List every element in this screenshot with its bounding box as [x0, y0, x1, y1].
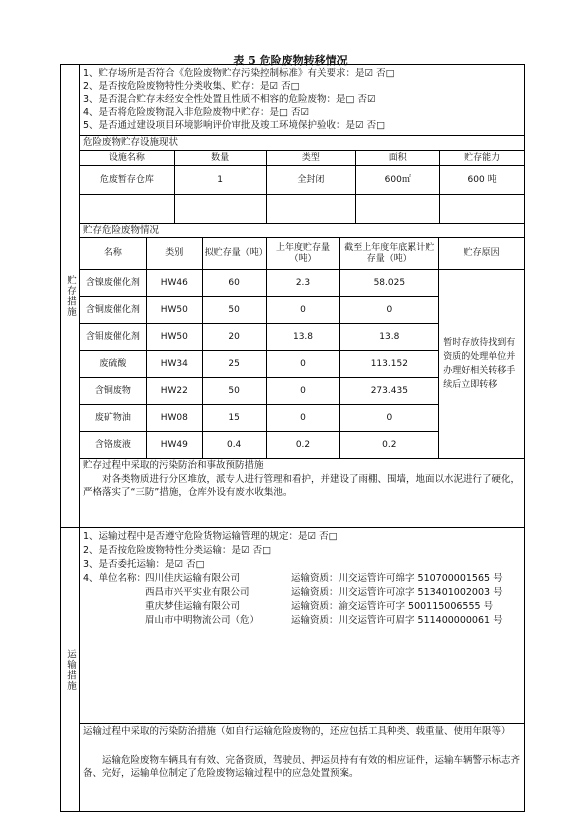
- storage-check-3: 3、是否混合贮存未经安全性处置且性质不相容的危险废物：是□ 否☑: [83, 94, 376, 105]
- unit-cert: 运输资质：川交运管许可绵字 510700001565 号: [291, 573, 503, 584]
- unit-label: 4、单位名称：: [83, 573, 147, 584]
- waste-row-last-year: 0.2: [266, 432, 340, 459]
- waste-row-name: 含铜废催化剂: [80, 297, 147, 324]
- waste-row-category: HW08: [146, 405, 202, 432]
- unit-name: 四川佳庆运输有限公司: [145, 573, 241, 584]
- waste-header-name: 名称: [80, 238, 147, 270]
- facility-header-capacity: 贮存能力: [440, 151, 525, 166]
- facility-cell-count: 1: [174, 166, 266, 195]
- waste-header-last-year: 上年度贮存量（吨）: [266, 238, 340, 270]
- waste-row-category: HW50: [146, 297, 202, 324]
- facility-header-count: 数量: [174, 151, 266, 166]
- transport-pollution-heading: 运输过程中采取的污染防治措施（如自行运输危险废物的，还应包括工具种类、载重量、使用年限等）: [79, 723, 524, 753]
- waste-row-cumulative: 113.152: [340, 351, 439, 378]
- waste-row-last-year: 13.8: [266, 324, 340, 351]
- waste-row-name: 废矿物油: [80, 405, 147, 432]
- waste-header-category: 类别: [146, 238, 202, 270]
- unit-cert: 运输资质：川交运管许可眉字 511400000061 号: [291, 615, 503, 626]
- storage-check-2: 2、是否按危险废物特性分类收集、贮存：是☑ 否□: [83, 81, 300, 92]
- waste-row-category: HW49: [146, 432, 202, 459]
- facility-cell-empty: [174, 195, 266, 224]
- unit-name: 西昌市兴平实业有限公司: [145, 587, 250, 598]
- facility-cell-empty: [440, 195, 525, 224]
- waste-row-planned: 20: [202, 324, 266, 351]
- waste-row-name: 废硫酸: [80, 351, 147, 378]
- waste-row-name: 含镍废催化剂: [80, 270, 147, 297]
- waste-row-cumulative: 13.8: [340, 324, 439, 351]
- waste-row-planned: 0.4: [202, 432, 266, 459]
- storage-check-4: 4、是否将危险废物混入非危险废物中贮存：是□ 否☑: [83, 107, 310, 118]
- storage-side-label: 贮存措施: [65, 275, 76, 317]
- waste-row-last-year: 0: [266, 378, 340, 405]
- facility-header-area: 面积: [356, 151, 440, 166]
- transport-section: [79, 527, 524, 813]
- facility-cell-empty: [266, 195, 356, 224]
- facility-cell-type: 全封闭: [266, 166, 356, 195]
- storage-section: [79, 65, 524, 527]
- storage-side-label-cell: [61, 65, 79, 527]
- waste-row-cumulative: 58.025: [340, 270, 439, 297]
- facility-heading: 危险废物贮存设施现状: [79, 135, 524, 150]
- transport-check-3: 3、是否委托运输：是☑ 否□: [83, 559, 205, 570]
- transport-check-1: 1、运输过程中是否遵守危险货物运输管理的规定：是☑ 否□: [83, 531, 338, 542]
- waste-row-category: HW34: [146, 351, 202, 378]
- unit-cert: 运输资质：渝交运管许可字 500115006555 号: [291, 601, 494, 612]
- facility-table: [79, 150, 525, 224]
- waste-row-planned: 25: [202, 351, 266, 378]
- waste-row-planned: 50: [202, 297, 266, 324]
- facility-cell-capacity: 600 吨: [440, 166, 525, 195]
- waste-row-planned: 60: [202, 270, 266, 297]
- facility-cell-empty: [356, 195, 440, 224]
- waste-row-last-year: 0: [266, 297, 340, 324]
- storage-pollution-heading: 贮存过程中采取的污染防治和事故预防措施: [79, 458, 524, 472]
- waste-row-cumulative: 0: [340, 297, 439, 324]
- unit-name: 眉山市中明物流公司（危）: [145, 615, 260, 626]
- transport-pollution-text: 运输危险废物车辆具有有效、完备资质，驾驶员、押运员持有有效的相应证件，运输车辆警示标志齐备、完好，运输单位制定了危险废物运输过程中的应急处置预案。: [83, 755, 521, 779]
- waste-row-name: 含铜废物: [80, 378, 147, 405]
- unit-cert: 运输资质：川交运管许可凉字 513401002003 号: [291, 587, 503, 598]
- facility-cell-empty: [80, 195, 175, 224]
- waste-row-planned: 50: [202, 378, 266, 405]
- waste-row-planned: 15: [202, 405, 266, 432]
- waste-table: [79, 237, 525, 459]
- facility-cell-name: 危废暂存仓库: [80, 166, 175, 195]
- waste-row-name: 含钼废催化剂: [80, 324, 147, 351]
- waste-reason-cell: 暂时存放待找到有资质的处理单位并办理好相关转移手续后立即转移: [439, 270, 525, 459]
- waste-header-planned: 拟贮存量（吨）: [202, 238, 266, 270]
- waste-row-cumulative: 0.2: [340, 432, 439, 459]
- waste-row-last-year: 2.3: [266, 270, 340, 297]
- facility-cell-area: 600㎡: [356, 166, 440, 195]
- waste-heading: 贮存危险废物情况: [79, 223, 524, 237]
- waste-row-cumulative: 273.435: [340, 378, 439, 405]
- unit-name: 重庆梦佳运输有限公司: [145, 601, 241, 612]
- facility-header-name: 设施名称: [80, 151, 175, 166]
- facility-header-type: 类型: [266, 151, 356, 166]
- waste-row-category: HW22: [146, 378, 202, 405]
- waste-header-reason: 贮存原因: [439, 238, 525, 270]
- page-title: 表 5 危险废物转移情况: [233, 54, 348, 67]
- waste-row-category: HW50: [146, 324, 202, 351]
- form-frame: [60, 64, 525, 812]
- storage-pollution-text: 对各类物质进行分区堆放，派专人进行管理和看护，并建设了雨棚、围墙，地面以水泥进行了硬化，严格落实了“三防”措施，仓库外设有废水收集池。: [83, 474, 521, 498]
- transport-side-label: 运输措施: [65, 649, 76, 691]
- waste-row-name: 含铬废液: [80, 432, 147, 459]
- storage-check-5: 5、是否通过建设项目环境影响评价审批及竣工环境保护验收：是☑ 否□: [83, 120, 386, 131]
- transport-side-label-cell: [61, 527, 79, 813]
- waste-row-last-year: 0: [266, 351, 340, 378]
- waste-row-last-year: 0: [266, 405, 340, 432]
- transport-check-2: 2、是否按危险废物特性分类运输：是☑ 否□: [83, 545, 272, 556]
- storage-check-1: 1、贮存场所是否符合《危险废物贮存污染控制标准》有关要求：是☑ 否□: [83, 68, 395, 79]
- waste-row-cumulative: 0: [340, 405, 439, 432]
- waste-row-category: HW46: [146, 270, 202, 297]
- waste-header-cumulative: 截至上年度年底累计贮存量（吨）: [340, 238, 439, 270]
